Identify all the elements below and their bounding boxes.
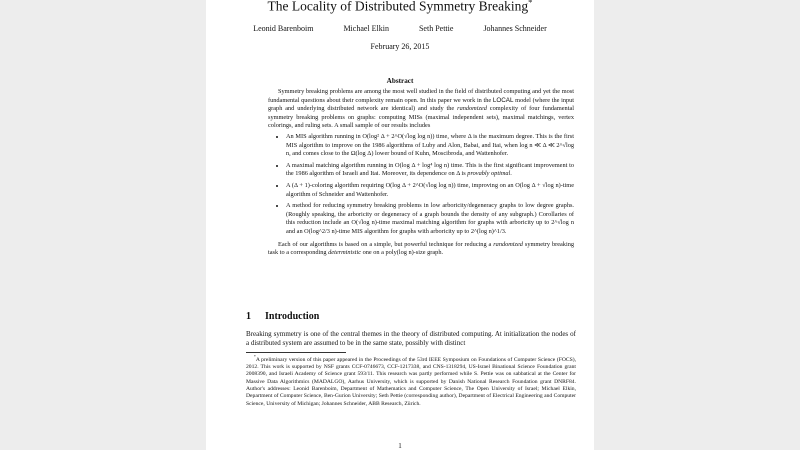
author-name: Leonid Barenboim bbox=[253, 24, 314, 33]
abstract-text: one on a poly(log n)-size graph. bbox=[361, 249, 444, 257]
abstract-body bbox=[268, 88, 574, 258]
emphasis-randomized: randomized bbox=[493, 240, 523, 248]
section-heading bbox=[246, 311, 319, 322]
result-item bbox=[286, 182, 574, 199]
emphasis-deterministic: deterministic bbox=[328, 249, 362, 257]
abstract-text: Symmetry breaking problems are among the most well studied in the field of distributed computing and yet the most fundamental questions about their complexity remain open. In this paper we work in the bbox=[268, 88, 574, 104]
result-item bbox=[286, 162, 574, 179]
local-model-term: LOCAL bbox=[492, 96, 514, 104]
abstract-closing bbox=[268, 241, 574, 258]
emphasis-provably-optimal: provably optimal bbox=[467, 170, 511, 178]
result-text: A (Δ + 1)-coloring algorithm requiring O(log Δ + 2^O(√log log n)) time, improving on an O(log Δ + √log n)-time algorithm of Schneider and Wattenhofer. bbox=[286, 181, 574, 198]
abstract-intro bbox=[268, 88, 574, 131]
author-list bbox=[206, 24, 594, 33]
section-number: 1 bbox=[246, 311, 251, 322]
footnote-mark: * bbox=[254, 355, 256, 359]
title-footnote-mark: * bbox=[528, 0, 533, 7]
result-period: . bbox=[510, 170, 512, 178]
paper-date: February 26, 2015 bbox=[370, 42, 430, 51]
author-name: Seth Pettie bbox=[418, 24, 454, 33]
abstract-text: symmetry breaking task to a corresponding bbox=[268, 240, 575, 257]
page-number: 1 bbox=[398, 442, 402, 450]
result-item bbox=[286, 133, 574, 159]
section-title: Introduction bbox=[265, 311, 320, 322]
abstract-heading: Abstract bbox=[386, 77, 414, 85]
footnote-rule bbox=[246, 352, 346, 353]
paper-title bbox=[206, 0, 594, 15]
author-name: Michael Elkin bbox=[343, 24, 389, 33]
intro-paragraph: Breaking symmetry is one of the central themes in the theory of distributed computing. At initialization the nodes of a distributed system are assumed to be in the same state, possibly with distinct bbox=[246, 330, 576, 348]
result-text: A maximal matching algorithm running in O(log Δ + log⁴ log n) time. This is the first significant improvement to the 1986 algorithm of Israeli and Itai. Moreover, its dependence on Δ is bbox=[286, 161, 574, 178]
emphasis-randomized: randomized bbox=[457, 105, 487, 113]
footnote bbox=[246, 354, 576, 408]
title-text: The Locality of Distributed Symmetry Breaking bbox=[267, 0, 529, 14]
abstract-text: Each of our algorithms is based on a simple, but powerful technique for reducing a bbox=[278, 240, 494, 248]
result-text: A method for reducing symmetry breaking problems in low arboricity/degeneracy graphs to low degree graphs. (Roughly speaking, the arboricity or degeneracy of a graph bounds the density of any subgraph.) Corollaries of this reduction include an O(√log n)-time maximal matching algorithm for graphs with arboricity up to 2^√log n and an O(log^2/3 n)-time MIS algorithm for graphs with arboricity up to 2^(log n)^1/3. bbox=[286, 202, 574, 235]
footnote-text: A preliminary version of this paper appeared in the Proceedings of the 53rd IEEE Symposium on Foundations of Computer Science (FOCS), 2012. This work is supported by NSF grants CCF-0746673, CCF-1217338, and CNS-1318294, US-Israel Binational Science Foundation grant 2008390, and Israeli Academy of Science grant 593/11. This research was partly performed while S. Pettie was on sabbatical at the Center for Massive Data Algorithmics (MADALGO), Aarhus University, which is supported by Danish National Research Foundation grant DNRF84. Author's addresses: Leonid Barenboim, Department of Mathematics and Computer Science, The Open University of Israel; Michael Elkin, Department of Computer Science, Ben-Gurion University; Seth Pettie (corresponding author), Department of Electrical Engineering and Computer Science, University of Michigan; Johannes Schneider, ABB Research, Zürich. bbox=[246, 356, 576, 407]
abstract-text: complexity of four fundamental symmetry breaking problems on graphs: computing MISs (maximal independent sets), maximal matchings, vertex colorings, and ruling sets. A small sample of our results includes bbox=[268, 105, 574, 130]
abstract-text: model (where the input graph and underlying distributed network are identical) and study the bbox=[268, 96, 575, 113]
paper-page bbox=[206, 0, 594, 450]
results-list bbox=[268, 133, 574, 237]
author-name: Johannes Schneider bbox=[483, 24, 547, 33]
result-text: An MIS algorithm running in O(log² Δ + 2^O(√log log n)) time, where Δ is the maximum degree. This is the first MIS algorithm to improve on the 1986 algorithms of Luby and Alon, Babai, and Itai, when log n ≪ Δ ≪ 2^√log n, and comes close to the Ω(log Δ) lower bound of Kuhn, Moscibroda, and Wattenhofer. bbox=[286, 132, 574, 158]
result-item bbox=[286, 202, 574, 236]
